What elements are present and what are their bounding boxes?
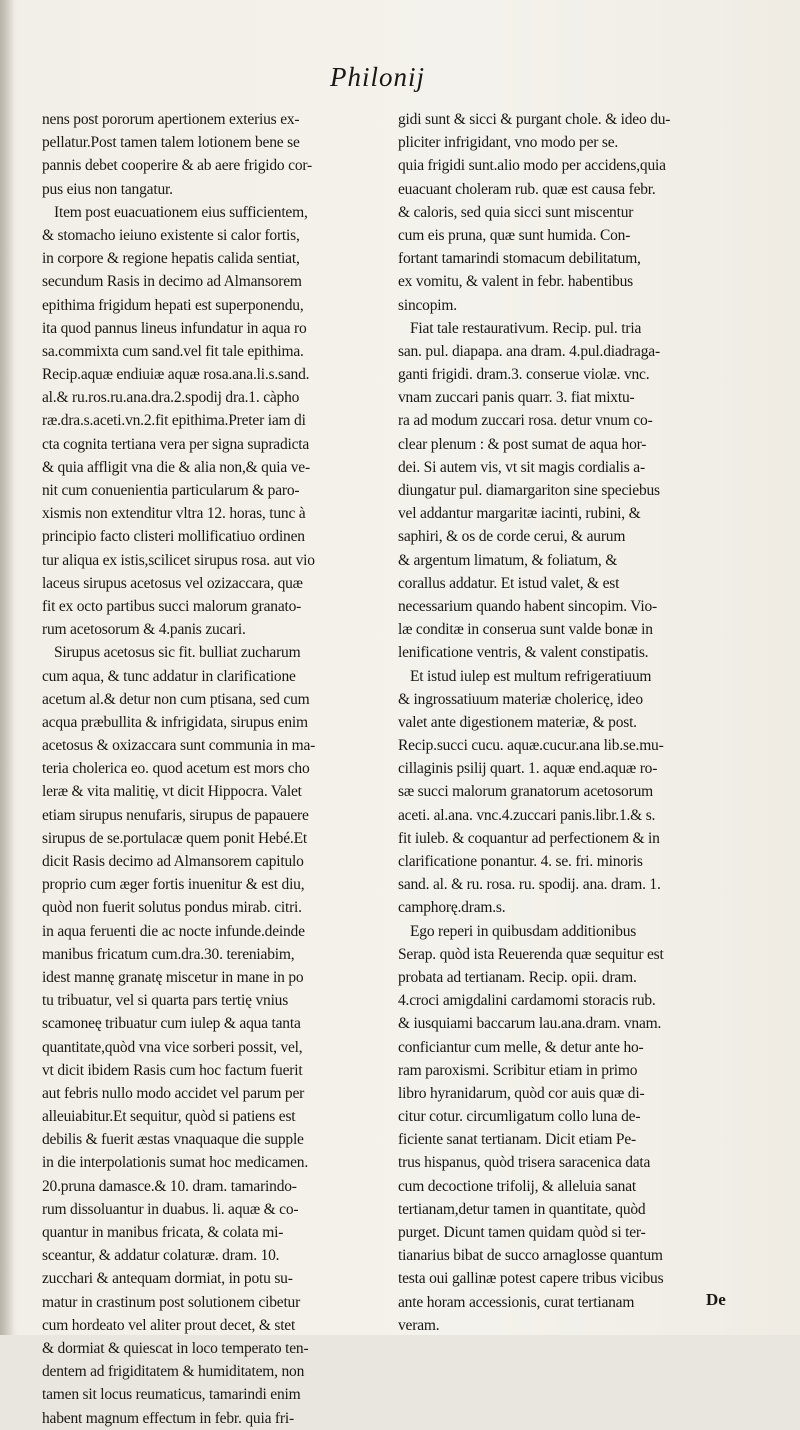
page-gutter-shadow (0, 0, 14, 1335)
text-line: tertianam,detur tamen in quantitate, quòd (398, 1200, 646, 1218)
text-line: Fiat tale restaurativum. Recip. pul. tria (410, 319, 642, 337)
text-line: aut febris nullo modo accidet vel parum per (42, 1084, 305, 1102)
text-line: corallus addatur. Et istud valet, & est (398, 574, 620, 592)
text-line: euacuant choleram rub. quæ est causa febr. (398, 180, 656, 198)
right-text-column (398, 108, 754, 1337)
text-line: sincopim. (398, 296, 457, 314)
text-line: pellatur.Post tamen talem lotionem bene se (42, 134, 300, 152)
text-line: pus eius non tangatur. (42, 180, 173, 198)
text-line: sand. al. & ru. rosa. ru. spodij. ana. dram. 1. (398, 876, 661, 894)
text-line: pliciter infrigidant, vno modo per se. (398, 134, 619, 152)
text-line: secundum Rasis in decimo ad Almansorem (42, 273, 302, 291)
text-line: dentem ad frigiditatem & humiditatem, non (42, 1363, 305, 1381)
text-line: 4.croci amigdalini cardamomi storacis rub. (398, 992, 656, 1010)
left-text-column (42, 108, 392, 1430)
text-line: & ingrossatiuum materiæ cholericę, ideo (398, 690, 643, 708)
text-line: Sirupus acetosus sic fit. bulliat zucharum (54, 644, 301, 662)
text-line: quòd non fuerit solutus pondus mirab. citri. (42, 899, 302, 917)
text-line: matur in crastinum post solutionem cibetur (42, 1293, 301, 1311)
text-line: dicit Rasis decimo ad Almansorem capitulo (42, 853, 304, 870)
text-line: sceantur, & addatur colaturæ. dram. 10. (42, 1247, 280, 1265)
text-line: cta cognita tertiana vera per signa supradicta (42, 435, 310, 453)
text-line: necessarium quando habent sincopim. Vio- (398, 597, 657, 615)
text-line: pannis debet cooperire & ab aere frigido cor- (42, 157, 312, 175)
text-line: al.& ru.ros.ru.ana.dra.2.spodij dra.1. càpho (42, 389, 300, 407)
text-line: Serap. quòd ista Reuerenda quæ sequitur est (398, 945, 664, 963)
text-line: purget. Dicunt tamen quidam quòd si ter- (398, 1224, 646, 1241)
text-line: citur cotur. circumligatum collo luna de- (398, 1108, 641, 1126)
text-line: rum acetosorum & 4.panis zucari. (42, 621, 246, 639)
text-line: in die interpolationis sumat hoc medicamen. (42, 1154, 309, 1172)
text-line: camphorę.dram.s. (398, 899, 506, 917)
text-line: veram. (398, 1316, 440, 1334)
text-line: Recip.succi cucu. aquæ.cucur.ana lib.se.mu- (398, 737, 664, 755)
text-line: principio facto clisteri mollificatiuo ordinen (42, 528, 305, 546)
text-line: debilis & fuerit æstas vnaquaque die supple (42, 1131, 304, 1149)
text-line: quia frigidi sunt.alio modo per accidens,quia (398, 157, 666, 175)
text-line: diungatur pul. diamargariton sine speciebus (398, 482, 660, 499)
text-line: Recip.aquæ endiuiæ aquæ rosa.ana.li.s.sand. (42, 366, 310, 384)
text-line: ita quod pannus lineus infundatur in aqua ro (42, 319, 307, 337)
text-line: acqua præbullita & infrigidata, sirupus enim (42, 713, 308, 731)
text-line: vt dicit ibidem Rasis cum hoc factum fuerit (42, 1061, 303, 1079)
text-line: cum eis pruna, quæ sunt humida. Con- (398, 226, 631, 244)
text-line: conficiantur cum melle, & detur ante ho- (398, 1038, 644, 1056)
text-line: proprio cum æger fortis inuenitur & est diu, (42, 876, 305, 894)
text-line: nit cum conuenientia particularum & paro- (42, 482, 300, 499)
text-line: valet ante digestionem materiæ, & post. (398, 713, 637, 731)
text-line: ex vomitu, & valent in febr. habentibus (398, 273, 633, 291)
text-line: in aqua feruenti die ac nocte infunde.deinde (42, 922, 305, 940)
text-line: & quia affligit vna die & alia non,& quia ve- (42, 458, 310, 476)
text-line: gidi sunt & sicci & purgant chole. & ideo du- (398, 111, 671, 128)
text-line: & stomacho ieiuno existente si calor fortis, (42, 226, 300, 244)
text-line: ræ.dra.s.aceti.vn.2.fit epithima.Preter iam di (42, 412, 306, 430)
text-line: cum hordeato vel aliter prout decet, & stet (42, 1316, 296, 1334)
catchword: De (706, 1290, 726, 1309)
text-line: aceti. al.ana. vnc.4.zuccari panis.libr.1.& s. (398, 806, 656, 824)
text-line: leræ & vita malitię, vt dicit Hippocra. Valet (42, 783, 302, 801)
running-head: Philonij (330, 62, 425, 92)
text-line: teria cholerica eo. quod acetum est mors cho (42, 760, 310, 778)
text-line: trus hispanus, quòd trisera saracenica data (398, 1154, 651, 1172)
text-line: Item post euacuationem eius sufficientem, (54, 203, 308, 221)
text-line: xismis non extenditur vltra 12. horas, tunc à (42, 505, 306, 523)
text-line: tamen sit locus reumaticus, tamarindi enim (42, 1386, 301, 1404)
text-line: alleuiabitur.Et sequitur, quòd si patiens est (42, 1108, 296, 1126)
text-line: probata ad tertianam. Recip. opii. dram. (398, 968, 637, 986)
text-line: rum dissoluantur in duabus. li. aquæ & co- (42, 1200, 299, 1218)
text-line: fortant tamarindi stomacum debilitatum, (398, 250, 641, 268)
text-line: idest mannę granatę miscetur in mane in po (42, 968, 304, 986)
text-line: nens post pororum apertionem exterius ex- (42, 111, 300, 128)
text-line: tur aliqua ex istis,scilicet sirupus rosa. aut vio (42, 551, 315, 569)
text-line: vnam zuccari panis quarr. 3. fiat mixtu- (398, 389, 635, 407)
text-line: ante horam accessionis, curat tertianam (398, 1293, 635, 1311)
text-line: cillaginis psilij quart. 1. aquæ end.aquæ ro- (398, 760, 658, 778)
text-line: clarificatione ponantur. 4. se. fri. minoris (398, 853, 643, 870)
text-line: libro hyranidarum, quòd cor auis quæ di- (398, 1084, 645, 1102)
text-line: lenificatione ventris, & valent constipatis. (398, 644, 649, 662)
text-line: tu tribuatur, vel si quarta pars tertię vnius (42, 992, 289, 1010)
text-line: zucchari & antequam dormiat, in potu su- (42, 1270, 293, 1288)
text-line: dei. Si autem vis, vt sit magis cordialis a- (398, 458, 645, 476)
text-line: sirupus de se.portulacæ quem ponit Hebé.Et (42, 829, 307, 847)
text-line: etiam sirupus nenufaris, sirupus de papauere (42, 806, 309, 824)
text-line: san. pul. diapapa. ana dram. 4.pul.diadraga- (398, 342, 660, 360)
text-line: manibus fricatum cum.dra.30. tereniabim, (42, 945, 295, 963)
text-line: Ego reperi in quibusdam additionibus (410, 922, 637, 940)
text-line: clear plenum : & post sumat de aqua hor- (398, 435, 647, 453)
text-line: sæ succi malorum granatorum acetosorum (398, 783, 653, 801)
text-line: laceus sirupus acetosus vel ozizaccara, quæ (42, 574, 303, 592)
text-line: Et istud iulep est multum refrigeratiuum (410, 667, 652, 685)
text-line: & iusquiami baccarum lau.ana.dram. vnam. (398, 1015, 662, 1033)
text-line: quantitate,quòd vna vice sorberi possit, vel, (42, 1038, 303, 1056)
text-line: vel addantur margaritæ iacinti, rubini, & (398, 505, 641, 523)
text-line: habent magnum effectum in febr. quia fri- (42, 1409, 294, 1427)
text-line: & argentum limatum, & foliatum, & (398, 551, 618, 569)
text-line: & caloris, sed quia sicci sunt miscentur (398, 203, 634, 221)
text-line: fit iuleb. & coquantur ad perfectionem & in (398, 829, 660, 847)
text-line: epithima frigidum hepati est superponendu, (42, 296, 304, 314)
text-line: cum decoctione trifolij, & alleluia sanat (398, 1177, 636, 1195)
text-line: fit ex octo partibus succi malorum granato- (42, 597, 302, 615)
text-line: quantur in manibus fricata, & colata mi- (42, 1224, 284, 1241)
text-line: sa.commixta cum sand.vel fit tale epithima. (42, 342, 304, 360)
text-line: in corpore & regione hepatis calida sentiat, (42, 250, 300, 268)
text-line: & dormiat & quiescat in loco temperato ten- (42, 1339, 309, 1357)
text-line: læ conditæ in conserua sunt valde bonæ in (398, 621, 653, 639)
text-line: acetosus & oxizaccara sunt communia in ma- (42, 737, 316, 755)
text-line: ram paroxismi. Scribitur etiam in primo (398, 1061, 638, 1079)
text-line: acetum al.& detur non cum ptisana, sed cum (42, 690, 310, 708)
text-line: ra ad modum zuccari rosa. detur vnum co- (398, 412, 653, 430)
text-line: saphiri, & os de corde cerui, & aurum (398, 528, 626, 546)
text-line: testa oui gallinæ potest capere tribus vicibus (398, 1270, 664, 1288)
text-line: ganti frigidi. dram.3. conserue violæ. vnc. (398, 366, 650, 384)
text-line: cum aqua, & tunc addatur in clarificatione (42, 667, 296, 685)
text-line: 20.pruna damasce.& 10. dram. tamarindo- (42, 1177, 297, 1195)
text-line: scamoneę tribuatur cum iulep & aqua tanta (42, 1015, 301, 1033)
text-line: tianarius bibat de succo arnaglosse quantum (398, 1247, 663, 1265)
text-line: ficiente sanat tertianam. Dicit etiam Pe- (398, 1131, 636, 1149)
